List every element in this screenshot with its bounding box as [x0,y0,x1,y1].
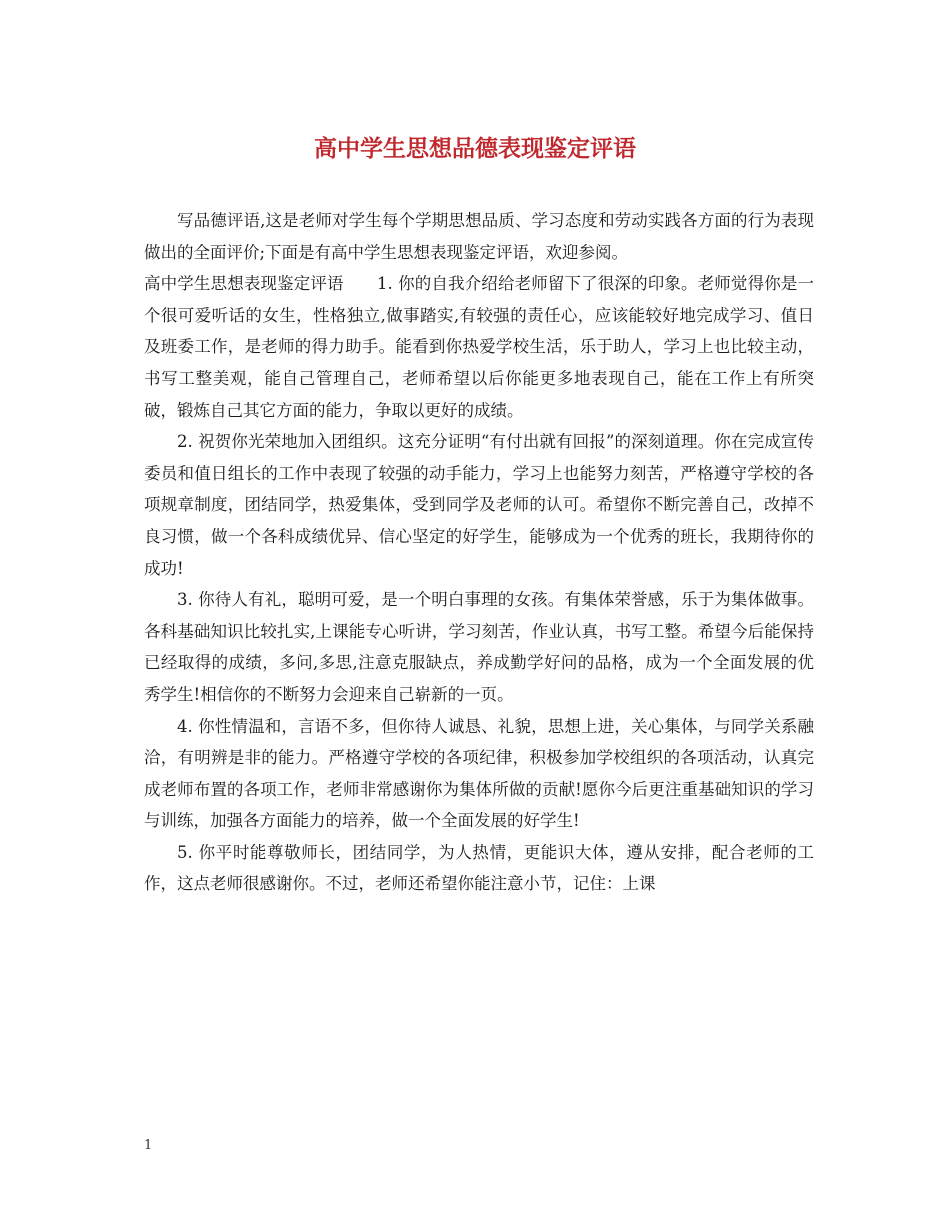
document-title: 高中学生思想品德表现鉴定评语 [314,135,636,162]
page-number: 1 [144,1138,153,1153]
paragraph-1: 高中学生思想表现鉴定评语 1. 你的自我介绍给老师留下了很深的印象。老师觉得你是一个很可爱听话的女生，性格独立,做事踏实,有较强的责任心，应该能较好地完成学习、值日及班委工作，是老师的得力助手。能看到你热爱学校生活，乐于助人，学习上也比较主动，书写工整美观，能自己管理自己，老师希望以后你能更多地表现自己，能在工作上有所突破，锻炼自己其它方面的能力，争取以更好的成绩。 [144,274,814,420]
intro-paragraph: 写品德评语,这是老师对学生每个学期思想品质、学习态度和劳动实践各方面的行为表现做出的全面评价;下面是有高中学生思想表现鉴定评语，欢迎参阅。 [144,211,814,262]
paragraph-2: 2. 祝贺你光荣地加入团组织。这充分证明“有付出就有回报”的深刻道理。你在完成宣传委员和值日组长的工作中表现了较强的动手能力，学习上也能努力刻苦，严格遵守学校的各项规章制度，团结同学，热爱集体，受到同学及老师的认可。希望你不断完善自己，改掉不良习惯，做一个各科成绩优异、信心坚定的好学生，能够成为一个优秀的班长，我期待你的成功! [144,432,814,578]
paragraph-4: 4. 你性情温和，言语不多，但你待人诚恳、礼貌，思想上进，关心集体，与同学关系融洽，有明辨是非的能力。严格遵守学校的各项纪律，积极参加学校组织的各项活动，认真完成老师布置的各项工作，老师非常感谢你为集体所做的贡献!愿你今后更注重基础知识的学习与训练，加强各方面能力的培养，做一个全面发展的好学生! [144,716,814,831]
paragraph-3: 3. 你待人有礼，聪明可爱，是一个明白事理的女孩。有集体荣誉感，乐于为集体做事。各科基础知识比较扎实,上课能专心听讲，学习刻苦，作业认真，书写工整。希望今后能保持已经取得的成绩，多问,多思,注意克服缺点，养成勤学好问的品格，成为一个全面发展的优秀学生!相信你的不断努力会迎来自己崭新的一页。 [144,590,814,704]
paragraph-5: 5. 你平时能尊敬师长，团结同学，为人热情，更能识大体，遵从安排，配合老师的工作，这点老师很感谢你。不过，老师还希望你能注意小节，记住：上课 [144,842,814,894]
document-body [144,205,814,900]
